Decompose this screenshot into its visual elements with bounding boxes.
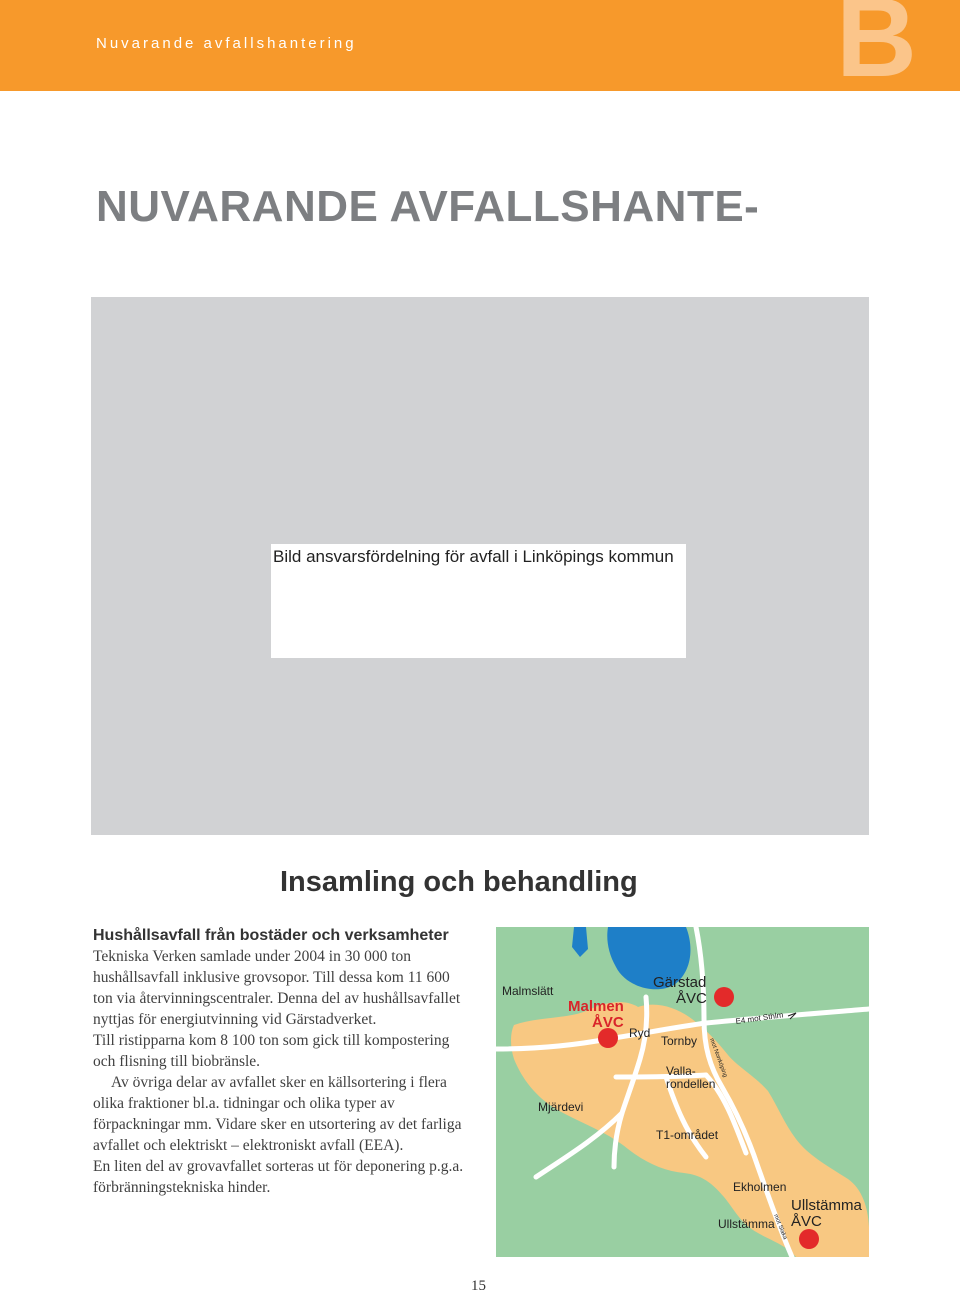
label-malmen: Malmen [568, 998, 624, 1015]
label-malmslatt: Malmslätt [502, 984, 554, 998]
label-ullstamma-avc-2: ÅVC [791, 1213, 822, 1230]
garstad-marker [714, 987, 734, 1007]
page-number: 15 [471, 1278, 486, 1294]
label-tornby: Tornby [661, 1034, 698, 1048]
label-ryd: Ryd [629, 1026, 651, 1040]
label-mjardevi: Mjärdevi [538, 1100, 584, 1114]
running-header-title: Nuvarande avfallshantering [96, 35, 357, 52]
paragraph-3: Av övriga delar av avfallet sker en källsortering i flera olika fraktioner bl.a. tidningar och olika typer av förpackningar mm. Vidare sker en utsortering av det farliga avfallet och elektriskt – elektroniskt avfall (EEA). [93, 1074, 462, 1154]
malmen-marker [598, 1028, 618, 1048]
label-road-south: mot Slaka [772, 1213, 788, 1241]
paragraph-1: Tekniska Verken samlade under 2004 in 30 000 ton hushållsavfall inklusive grovsopor. Till dessa kom 11 600 ton via återvinningscentraler. Denna del av hushållsavfallet nyttjas för energiutvinning vid Gärstadverket. [93, 948, 461, 1028]
paragraph-4: En liten del av grovavfallet sorteras ut för deponering p.g.a. förbränningstekniska hinder. [93, 1158, 464, 1196]
text-column [93, 926, 473, 1198]
recycling-center-map [496, 927, 869, 1257]
label-t1: T1-området [656, 1128, 719, 1142]
ullstamma-marker [799, 1229, 819, 1249]
section-heading: Insamling och behandling [280, 866, 638, 898]
section-letter: B [836, 0, 917, 100]
label-rondellen: rondellen [666, 1077, 716, 1091]
header-bar [0, 0, 960, 100]
label-ullstamma: Ullstämma [718, 1217, 775, 1231]
label-ullstamma-avc: Ullstämma [791, 1197, 862, 1214]
map-svg [496, 927, 869, 1257]
subheading: Hushållsavfall från bostäder och verksamheter [93, 927, 449, 944]
label-garstad-avc: ÅVC [676, 990, 707, 1007]
image-placeholder-caption: Bild ansvarsfördelning för avfall i Linköpings kommun [271, 544, 686, 658]
label-road-e4: E4 mot Sthlm [735, 1010, 784, 1026]
label-ekholmen: Ekholmen [733, 1180, 787, 1194]
label-valla: Valla- [666, 1064, 696, 1078]
label-road-norrkoping: mot Norrköping [708, 1037, 728, 1079]
label-garstad: Gärstad [653, 974, 707, 991]
page-title: NUVARANDE AVFALLSHANTE- [96, 182, 760, 231]
paragraph-2: Till ristipparna kom 8 100 ton som gick till kompostering och flisning till biobränsle. [93, 1032, 450, 1070]
label-malmen-avc: ÅVC [592, 1014, 624, 1031]
